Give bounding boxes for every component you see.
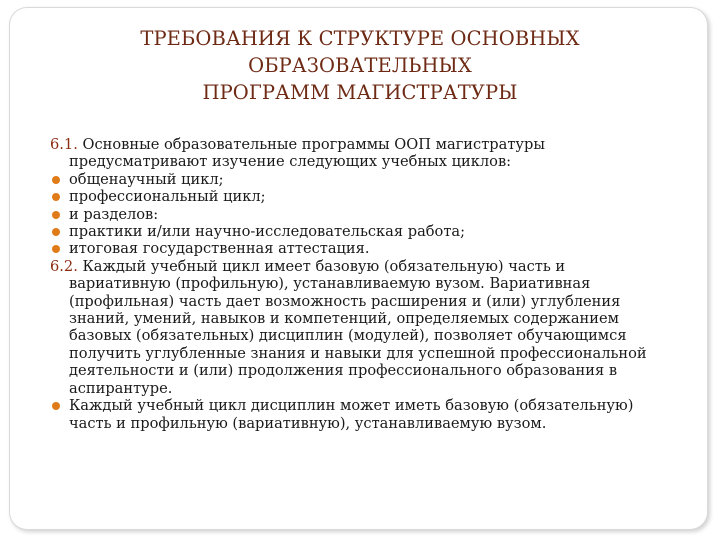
list-item [50, 223, 700, 240]
list-item-text: и разделов: [69, 205, 159, 223]
bullet-icon [52, 176, 60, 184]
list-item-text: итоговая государственная аттестация. [69, 240, 370, 258]
list-item-text: практики и/или научно-исследовательская работа; [69, 223, 466, 241]
list-item [50, 397, 700, 432]
title-line-1: ТРЕБОВАНИЯ К СТРУКТУРЕ ОСНОВНЫХ [140, 27, 580, 50]
list-item [50, 240, 700, 257]
list-item [50, 171, 700, 188]
list-item [50, 206, 700, 223]
slide-content [50, 136, 700, 432]
paragraph-6-2-line-7: деятельности и (или) продолжения профессионального образования в [69, 362, 618, 380]
section-number-6-2: 6.2. [50, 257, 78, 275]
paragraph-6-2-line-4: знаний, умений, навыков и компетенций, определяемых содержанием [69, 310, 619, 328]
title-line-3: ПРОГРАММ МАГИСТРАТУРЫ [202, 81, 518, 104]
section-number-6-1: 6.1. [50, 136, 78, 153]
paragraph-6-2 [50, 258, 700, 397]
paragraph-6-2-line-1: Каждый учебный цикл имеет базовую (обязательную) часть и [77, 257, 566, 275]
paragraph-6-1 [50, 136, 700, 171]
list-item-text-line-1: Каждый учебный цикл дисциплин может иметь базовую (обязательную) [69, 397, 634, 415]
list-item-text-line-2: часть и профильную (вариативную), устанавливаемую вузом. [69, 414, 547, 432]
paragraph-6-2-line-2: вариативную (профильную), устанавливаемую вузом. Вариативная [69, 275, 591, 293]
paragraph-6-1-line-2: предусматривают изучение следующих учебных циклов: [69, 153, 512, 171]
paragraph-6-2-line-3: (профильная) часть дает возможность расширения и (или) углубления [69, 292, 621, 310]
bullet-icon [52, 402, 60, 410]
bullet-icon [52, 211, 60, 219]
paragraph-6-1-first-line [50, 136, 700, 153]
bullet-icon [52, 228, 60, 236]
bullet-icon [52, 193, 60, 201]
list-item-text: общенаучный цикл; [69, 170, 224, 188]
list-item-text: профессиональный цикл; [69, 188, 266, 206]
paragraph-6-1-line-1: Основные образовательные программы ООП магистратуры [77, 136, 545, 153]
paragraph-6-2-line-5: базовых (обязательных) дисциплин (модулей), позволяет обучающимся [69, 327, 627, 345]
title-line-2: ОБРАЗОВАТЕЛЬНЫХ [248, 54, 472, 77]
bullet-icon [52, 245, 60, 253]
paragraph-6-2-line-6: получить углубленные знания и навыки для успешной профессиональной [69, 344, 647, 362]
paragraph-6-2-first-line [50, 258, 700, 275]
paragraph-6-2-line-8: аспирантуре. [69, 379, 173, 397]
list-item [50, 188, 700, 205]
slide-title [60, 25, 660, 106]
